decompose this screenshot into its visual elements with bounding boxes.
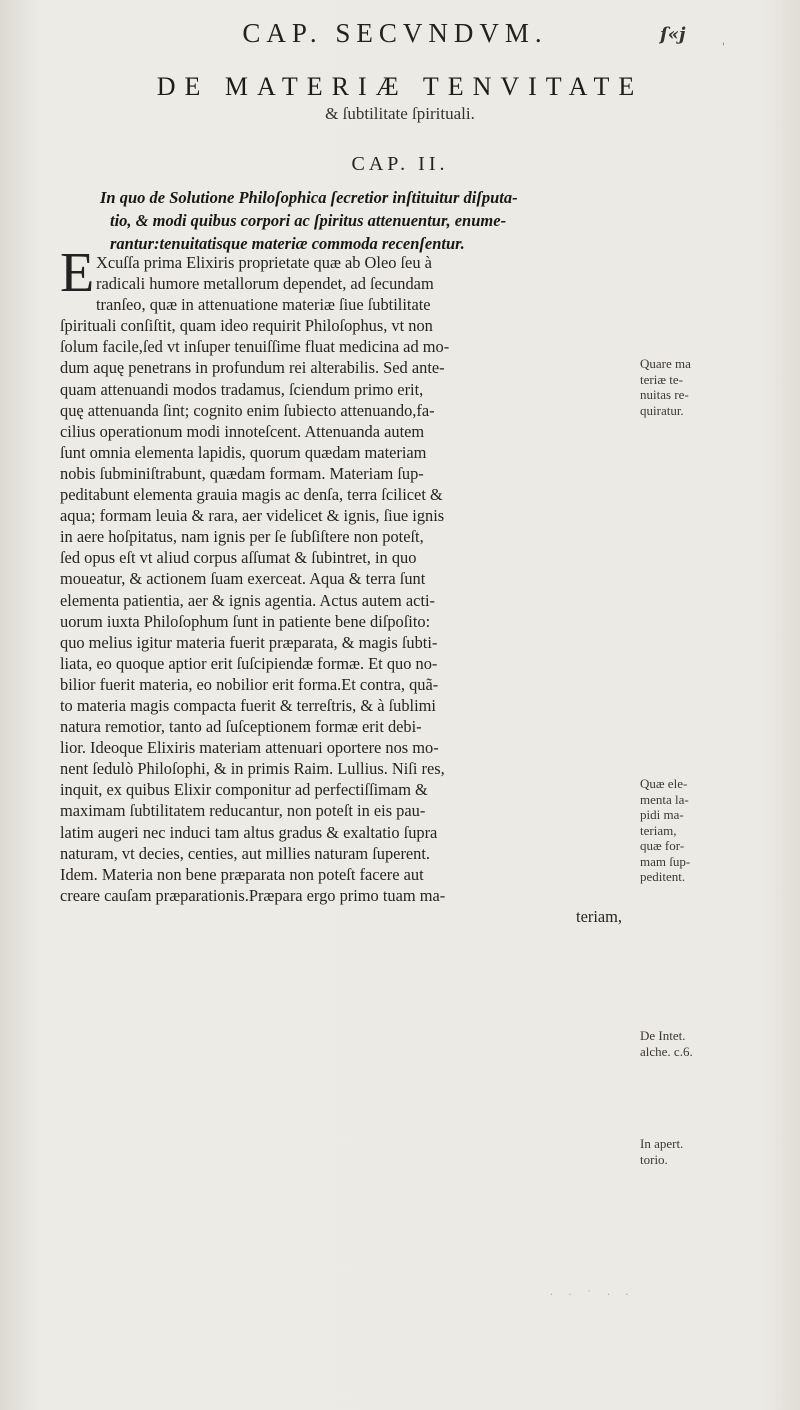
text-line: cilius operationum modi innoteſcent. Attenuanda autem bbox=[60, 421, 425, 441]
text-line: nent ſedulò Philoſophi, & in primis Raim. Lullius. Niſi res, bbox=[60, 759, 445, 779]
text-line: naturam, vt decies, centies, aut millies naturam ſuperent. bbox=[60, 843, 431, 863]
text-line: uorum iuxta Philoſophum ſunt in patiente bene diſpoſito: bbox=[60, 611, 431, 631]
text-line: bilior fuerit materia, eo nobilior erit forma.Et contra, quã- bbox=[60, 674, 439, 694]
text-line: elementa patientia, aer & ignis agentia. Actus autem acti- bbox=[60, 590, 436, 610]
text-line: dum aquę penetrans in profundum rei alterabilis. Sed ante- bbox=[60, 358, 445, 378]
catchword: teriam, bbox=[576, 906, 622, 926]
margin-note-line: torio. bbox=[640, 1151, 668, 1167]
margin-note bbox=[640, 356, 750, 418]
text-line: latim augeri nec induci tam altus gradus & exaltatio ſupra bbox=[60, 822, 438, 842]
margin-note-line: De Intet. bbox=[640, 1028, 686, 1043]
text-line: radicali humore metallorum dependet, ad ſecundam bbox=[96, 274, 434, 294]
chapter-subtitle: & ſubtilitate ſpirituali. bbox=[325, 104, 475, 123]
text-line: ſolum facile,ſed vt inſuper tenuiſſime fluat medicina ad mo- bbox=[60, 337, 450, 357]
margin-note-line: quiratur. bbox=[640, 402, 684, 418]
chapter-summary bbox=[100, 186, 720, 255]
text-line: maximam ſubtilitatem reducantur, non poteſt in eis pau- bbox=[60, 801, 426, 821]
margin-note-line: nuitas re- bbox=[640, 387, 689, 402]
page-number: ſ«j bbox=[660, 24, 686, 45]
margin-note-line: Quæ ele- bbox=[640, 776, 688, 791]
margin-note bbox=[640, 776, 750, 885]
printer-mark: ' bbox=[722, 42, 725, 53]
margin-note-line: menta la- bbox=[640, 791, 689, 807]
margin-note-line: quæ for- bbox=[640, 838, 685, 853]
text-line: aqua; formam leuia & rara, aer videlicet & ignis, ſiue ignis bbox=[60, 506, 445, 526]
margin-note-line: peditent. bbox=[640, 869, 686, 884]
margin-note-line: pidi ma- bbox=[640, 807, 684, 822]
margin-note bbox=[640, 1028, 750, 1059]
text-line: quam attenuandi modos tradamus, ſciendum primo erit, bbox=[60, 379, 424, 399]
text-line: creare cauſam præparationis.Præpara ergo primo tuam ma- bbox=[60, 885, 446, 905]
ink-smudge: · · ˙ · · bbox=[550, 1290, 635, 1301]
text-line: quo melius igitur materia fuerit præparata, & magis ſubti- bbox=[60, 632, 438, 652]
chapter-title: DE MATERIÆ TENVITATE bbox=[156, 72, 644, 101]
text-line: natura remotior, tanto ad ſuſceptionem formæ erit debi- bbox=[60, 717, 422, 737]
text-line: ſunt omnia elementa lapidis, quorum quædam materiam bbox=[60, 442, 427, 462]
text-line: ſed opus eſt vt aliud corpus aſſumat & ſubintret, in quo bbox=[60, 548, 417, 568]
text-line: in aere hoſpitatus, nam ignis per ſe ſubſiſtere non poteſt, bbox=[60, 527, 424, 547]
body-text bbox=[60, 252, 626, 927]
margin-note-line: In apert. bbox=[640, 1136, 684, 1151]
text-line: liata, eo quoque aptior erit ſuſcipiendæ formæ. Et quo no- bbox=[60, 653, 438, 673]
margin-note-line: Quare ma bbox=[640, 356, 691, 371]
text-line: quę attenuanda ſint; cognito enim ſubiecto attenuando,fa- bbox=[60, 400, 435, 420]
margin-note-line: teriam, bbox=[640, 822, 677, 838]
text-line: Xcuſſa prima Elixiris proprietate quæ ab Oleo ſeu à bbox=[96, 253, 432, 272]
margin-note-line: teriæ te- bbox=[640, 371, 683, 387]
chapter-number: CAP. II. bbox=[351, 153, 449, 175]
text-line: nobis ſubminiſtrabunt, quædam formam. Materiam ſup- bbox=[60, 463, 424, 483]
margin-note-line: mam ſup- bbox=[640, 853, 691, 869]
text-line: Idem. Materia non bene præparata non poteſt facere aut bbox=[60, 864, 424, 884]
text-line: tranſeo, quæ in attenuatione materiæ ſiue ſubtilitate bbox=[96, 295, 431, 315]
text-line: to materia magis compacta fuerit & terreſtris, & à ſublimi bbox=[60, 695, 436, 715]
margin-note bbox=[640, 1136, 750, 1167]
margin-note-line: alche. c.6. bbox=[640, 1043, 693, 1059]
running-head-title: CAP. SECVNDVM. bbox=[242, 18, 548, 48]
running-head bbox=[0, 14, 800, 58]
summary-line: tio, & modi quibus corpori ac ſpiritus attenuentur, enume- bbox=[110, 211, 507, 230]
text-line: ſpirituali conſiſtit, quam ideo requirit Philoſophus, vt non bbox=[60, 316, 433, 336]
summary-line: rantur:tenuitatisque materiæ commoda recenſentur. bbox=[110, 234, 465, 253]
text-line: inquit, ex quibus Elixir componitur ad perfectiſſimam & bbox=[60, 780, 428, 800]
drop-cap: E bbox=[60, 242, 95, 304]
text-line: lior. Ideoque Elixiris materiam attenuari oportere nos mo- bbox=[60, 738, 439, 758]
text-line: peditabunt elementa grauia magis ac denſa, terra ſcilicet & bbox=[60, 485, 443, 505]
summary-line: In quo de Solutione Philoſophica ſecretior inſtituitur diſputa- bbox=[100, 188, 518, 207]
text-line: moueatur, & actionem ſuam exerceat. Aqua & terra ſunt bbox=[60, 569, 426, 589]
